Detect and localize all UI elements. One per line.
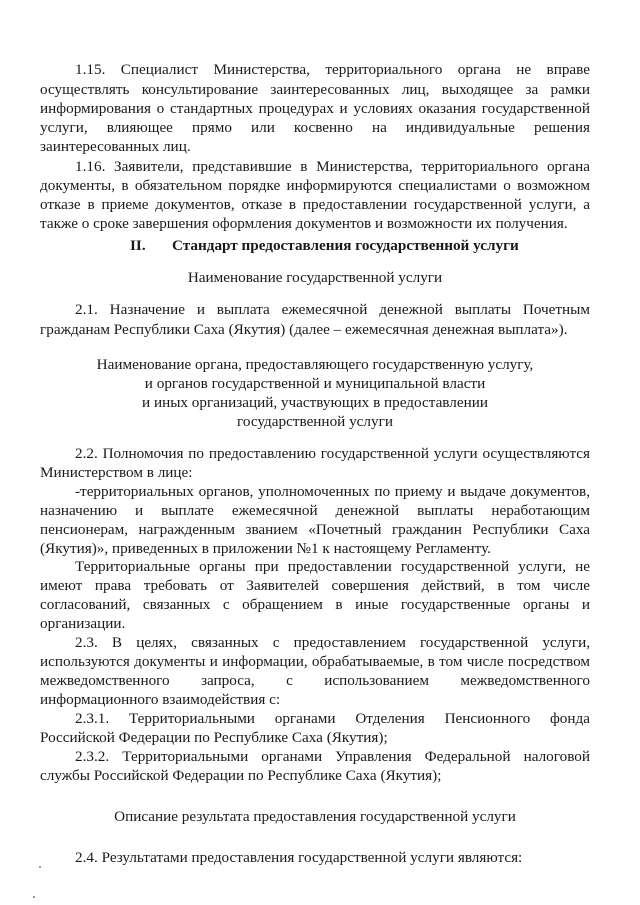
subheading-organ: Наименование органа, предоставляющего государственную услугу, [96, 356, 534, 373]
text-line: информационного взаимодействия с: [40, 691, 281, 708]
text-line: документы, в обязательном порядке информируются специалистами о возможном [40, 177, 590, 194]
text-line: 2.1. Назначение и выплата ежемесячной денежной выплаты Почетным [75, 301, 590, 318]
section-number: II. [130, 237, 146, 254]
text-line: пенсионерам, награжденным званием «Почетный гражданин Республики Саха [40, 521, 590, 538]
scan-speck [33, 896, 35, 898]
subheading-organ: и органов государственной и муниципальной власти [144, 375, 486, 392]
text-line: согласований, связанных с обращением в иные государственные органы и [40, 596, 590, 613]
text-line: 1.15. Специалист Министерства, территориального органа не вправе [75, 61, 590, 78]
text-line: также о сроке завершения оформления документов и возможности их получения. [40, 215, 568, 232]
text-line: -территориальных органов, уполномоченных по приему и выдаче документов, [75, 483, 590, 500]
subheading-service-name: Наименование государственной услуги [187, 269, 443, 286]
text-line: гражданам Республики Саха (Якутия) (далее – ежемесячная денежная выплата»). [40, 321, 568, 338]
text-line: 2.2. Полномочия по предоставлению государственной услуги осуществляются [75, 445, 590, 462]
text-line: имеют права требовать от Заявителей совершения действий, в том числе [40, 577, 590, 594]
subheading-organ: и иных организаций, участвующих в предоставлении [142, 394, 488, 411]
text-line: информирования о стандартных процедурах и условиях оказания государственной [40, 100, 590, 117]
text-line: отказе в приеме документов, отказе в предоставлении государственной услуги, а [40, 196, 590, 213]
text-line: межведомственного запроса, с использованием межведомственного [40, 672, 590, 689]
text-line: Территориальные органы при предоставлении государственной услуги, не [75, 558, 590, 575]
text-line: осуществлять консультирование заинтересованных лиц, выходящее за рамки [40, 81, 590, 98]
text-line: 1.16. Заявители, представившие в Министерства, территориального органа [75, 158, 590, 175]
text-line: услуги, влияющее прямо или косвенно на индивидуальные решения [40, 119, 590, 136]
text-line: 2.3.2. Территориальными органами Управления Федеральной налоговой [75, 748, 590, 765]
section-title: Стандарт предоставления государственной услуги [172, 237, 519, 254]
subheading-result: Описание результата предоставления государственной услуги [114, 808, 516, 825]
text-line: заинтересованных лиц. [40, 138, 191, 155]
text-line: 2.4. Результатами предоставления государственной услуги являются: [75, 849, 523, 866]
text-line: (Якутия)», приведенных в приложении №1 к настоящему Регламенту. [40, 540, 491, 557]
scan-speck [39, 866, 41, 868]
text-line: используются документы и информации, обрабатываемые, в том числе посредством [40, 653, 590, 670]
text-line: назначению и выплате ежемесячной денежной выплаты неработающим [40, 502, 590, 519]
text-line: 2.3.1. Территориальными органами Отделения Пенсионного фонда [75, 710, 590, 727]
text-line: службы Российской Федерации по Республике Саха (Якутия); [40, 767, 442, 784]
text-line: организации. [40, 615, 126, 632]
text-line: Министерством в лице: [40, 464, 193, 481]
subheading-organ: государственной услуги [237, 413, 393, 430]
text-line: Российской Федерации по Республике Саха (Якутия); [40, 729, 388, 746]
text-line: 2.3. В целях, связанных с предоставлением государственной услуги, [75, 634, 590, 651]
